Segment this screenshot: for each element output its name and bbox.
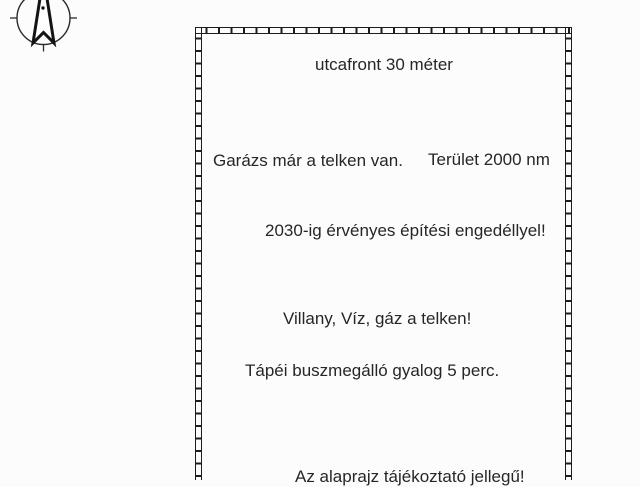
area-label: Terület 2000 nm <box>428 150 550 169</box>
utilities-note-label: Villany, Víz, gáz a telken! <box>283 309 472 328</box>
plot-boundary-left <box>195 27 202 480</box>
plot-boundary-top <box>195 27 572 34</box>
building-permit-note-label: 2030-ig érvényes építési engedéllyel! <box>265 221 546 240</box>
plot-boundary-right <box>565 27 572 480</box>
street-front-label: utcafront 30 méter <box>315 55 453 74</box>
disclaimer-label: Az alaprajz tájékoztató jellegű! <box>295 467 525 486</box>
bus-stop-note-label: Tápéi buszmegálló gyalog 5 perc. <box>245 361 500 380</box>
garage-note-label: Garázs már a telken van. <box>213 151 403 170</box>
compass-north-icon <box>0 0 90 58</box>
